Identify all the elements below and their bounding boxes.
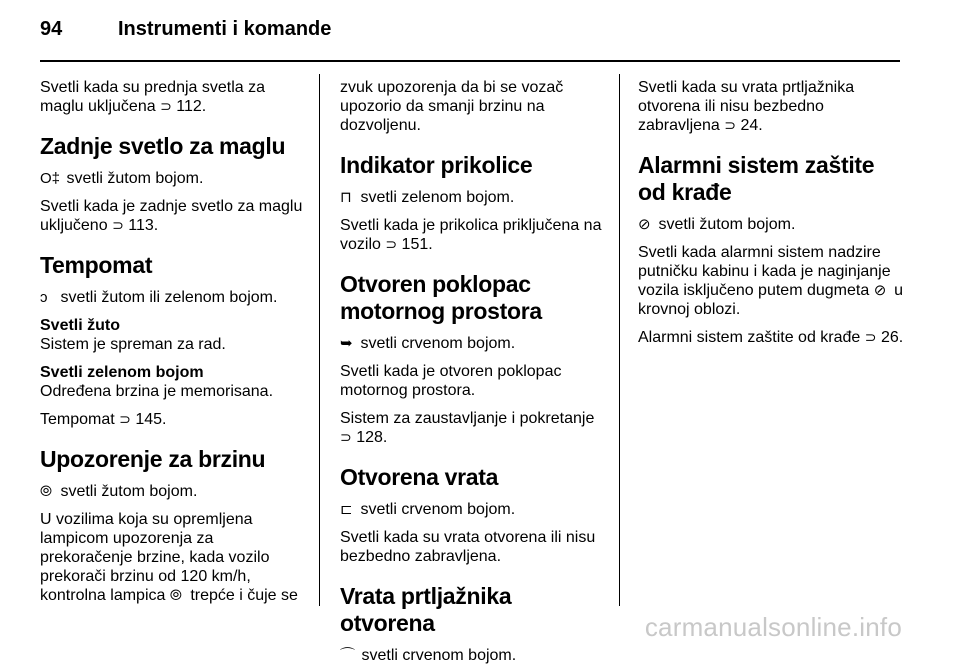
cruise-control-icon: ↄ	[40, 289, 48, 306]
reference-arrow-icon[interactable]: ⊃	[119, 411, 131, 427]
speed-warning-icon: ⦾	[169, 587, 182, 604]
rear-fog-light-icon: O‡	[40, 170, 61, 187]
trailer-desc: Svetli kada je prikolica priključena na vozilo ⊃ 151.	[340, 217, 602, 253]
speed-warning-desc: U vozilima koja su opremljena lampicom upozorenja za prekoračenje brzine, kada vozilo prekorači brzinu od 120 km/h, kontrolna lampica ⦾ trepće i čuje se	[40, 511, 298, 604]
speed-warning-continued: zvuk upozorenja da bi se vozač upozorio da smanji brzinu na dozvoljenu.	[340, 79, 564, 134]
anti-theft-alarm-icon: ⊘	[638, 216, 651, 233]
reference-arrow-icon[interactable]: ⊃	[112, 217, 124, 233]
column-2	[340, 78, 608, 665]
trunk-heading: Vrata prtljažnika otvorena	[340, 583, 512, 636]
column-divider	[619, 74, 620, 606]
green-subheading: Svetli zelenom bojom	[40, 364, 204, 381]
trailer-heading: Indikator prikolice	[340, 152, 533, 178]
column-1	[40, 78, 308, 605]
green-desc: Određena brzina je memorisana.	[40, 383, 274, 400]
rear-fog-status: O‡ svetli žutom bojom.	[40, 170, 204, 187]
rear-fog-desc: Svetli kada je zadnje svetlo za maglu uključeno ⊃ 113.	[40, 198, 303, 234]
fog-front-desc: Svetli kada su prednja svetla za maglu uključena ⊃ 112.	[40, 79, 266, 115]
column-3	[638, 78, 906, 356]
speed-warning-icon: ⦾	[40, 483, 53, 500]
page-number: 94	[40, 18, 63, 40]
yellow-subheading: Svetli žuto	[40, 317, 121, 334]
door-status: ⊏ svetli crvenom bojom.	[340, 501, 516, 518]
trunk-open-icon: ⌒	[340, 647, 356, 664]
door-heading: Otvorena vrata	[340, 464, 499, 490]
trunk-status: ⌒ svetli crvenom bojom.	[340, 647, 517, 664]
speed-warning-status: ⦾ svetli žutom bojom.	[40, 483, 198, 500]
alarm-status: ⊘ svetli žutom bojom.	[638, 216, 796, 233]
reference-arrow-icon[interactable]: ⊃	[340, 429, 352, 445]
watermark: carmanualsonline.info	[644, 612, 902, 642]
hood-open-icon: ➥	[340, 335, 353, 352]
cruise-heading: Tempomat	[40, 252, 153, 278]
reference-arrow-icon[interactable]: ⊃	[724, 117, 737, 133]
trunk-desc: Svetli kada su vrata prtljažnika otvorena ili nisu bezbedno zabravljena ⊃ 24.	[638, 79, 855, 134]
speed-warning-heading: Upozorenje za brzinu	[40, 446, 266, 472]
hood-desc: Svetli kada je otvoren poklopac motornog prostora.	[340, 363, 562, 399]
page-header	[40, 18, 900, 46]
yellow-desc: Sistem je spreman za rad.	[40, 336, 226, 353]
trailer-status: ⊓ svetli zelenom bojom.	[340, 189, 515, 206]
reference-arrow-icon[interactable]: ⊃	[385, 236, 398, 252]
page-title: Instrumenti i komande	[118, 18, 332, 40]
header-rule	[40, 60, 900, 62]
reference-arrow-icon[interactable]: ⊃	[160, 98, 172, 114]
cruise-reference: Tempomat ⊃ 145.	[40, 411, 167, 428]
reference-arrow-icon[interactable]: ⊃	[864, 329, 877, 345]
rear-fog-heading: Zadnje svetlo za maglu	[40, 133, 286, 159]
alarm-heading: Alarmni sistem zaštite od krađe	[638, 152, 875, 205]
stopstart-reference: Sistem za zaustavljanje i pokretanje ⊃ 128.	[340, 410, 595, 446]
column-divider	[319, 74, 320, 606]
door-open-icon: ⊏	[340, 501, 353, 518]
alarm-reference: Alarmni sistem zaštite od krađe ⊃ 26.	[638, 329, 904, 346]
alarm-desc: Svetli kada alarmni sistem nadzire putničku kabinu i kada je naginjanje vozila isključeno putem dugmeta ⊘ u krovnoj oblozi.	[638, 244, 904, 318]
anti-theft-alarm-icon: ⊘	[873, 282, 887, 299]
hood-heading: Otvoren poklopac motornog prostora	[340, 271, 542, 324]
cruise-status: ↄ svetli žutom ili zelenom bojom.	[40, 289, 278, 306]
trailer-icon: ⊓	[340, 189, 352, 206]
door-desc: Svetli kada su vrata otvorena ili nisu bezbedno zabravljena.	[340, 529, 596, 565]
hood-status: ➥ svetli crvenom bojom.	[340, 335, 516, 352]
